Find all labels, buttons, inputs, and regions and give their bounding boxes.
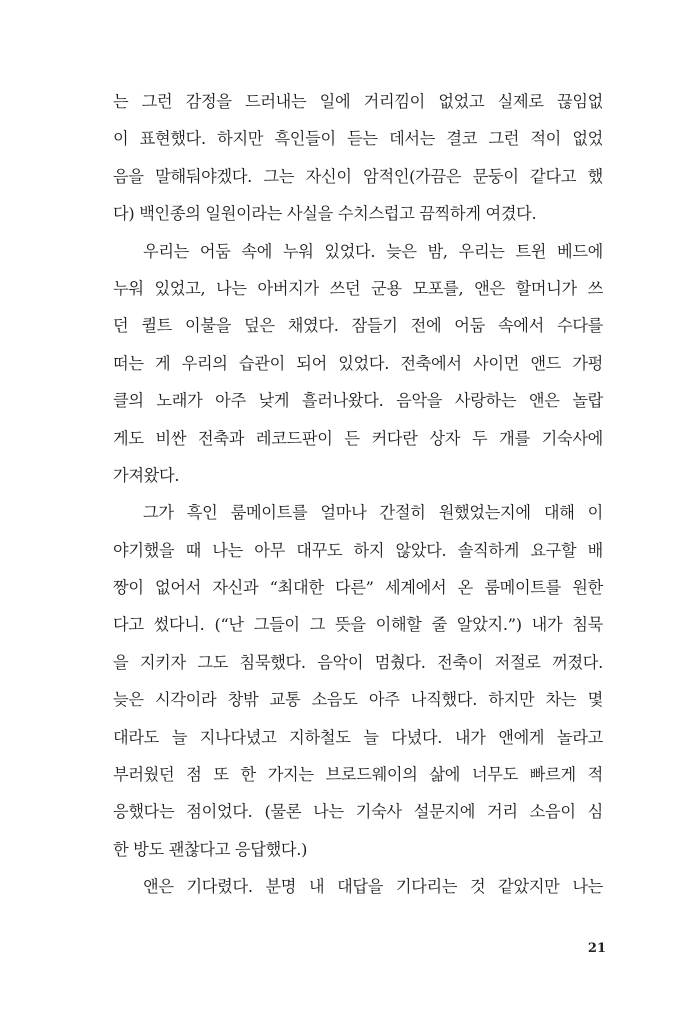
text-line: 을 지키자 그도 침묵했다. 음악이 멈췄다. 전축이 저절로 꺼졌다. — [113, 652, 603, 672]
text-line: 대라도 늘 지나다녔고 지하철도 늘 다녔다. 내가 앤에게 놀라고 — [113, 727, 603, 747]
text-line: 는 그런 감정을 드러내는 일에 거리낌이 없었고 실제로 끊임없 — [113, 92, 603, 111]
text-line: 앤은 기다렸다. 분명 내 대답을 기다리는 것 같았지만 나는 — [143, 877, 603, 897]
text-line: 우리는 어둠 속에 누워 있었다. 늦은 밤, 우리는 트윈 베드에 — [143, 241, 603, 261]
body-text — [113, 83, 603, 906]
text-line: 늦은 시각이라 창밖 교통 소음도 아주 나직했다. 하지만 차는 몇 — [113, 690, 603, 710]
text-line: 던 퀼트 이불을 덮은 채였다. 잠들기 전에 어둠 속에서 수다를 — [113, 316, 603, 336]
text-line: 누워 있었고, 나는 아버지가 쓰던 군용 모포를, 앤은 할머니가 쓰 — [113, 278, 603, 298]
text-line: 게도 비싼 전축과 레코드판이 든 커다란 상자 두 개를 기숙사에 — [113, 428, 603, 448]
text-line: 짱이 없어서 자신과 “최대한 다른” 세계에서 온 룸메이트를 원한 — [113, 578, 603, 598]
text-line: 야기했을 때 나는 아무 대꾸도 하지 않았다. 솔직하게 요구할 배 — [113, 540, 603, 560]
page-number: 21 — [587, 941, 606, 956]
text-line: 그가 흑인 룸메이트를 얼마나 간절히 원했었는지에 대해 이 — [143, 503, 603, 523]
text-line: 다) 백인종의 일원이라는 사실을 수치스럽고 끔찍하게 여겼다. — [113, 204, 537, 224]
text-line: 응했다는 점이었다. (물론 나는 기숙사 설문지에 거리 소음이 심 — [113, 802, 603, 822]
text-line: 떠는 게 우리의 습관이 되어 있었다. 전축에서 사이먼 앤드 가펑 — [113, 353, 603, 373]
text-line: 한 방도 괜찮다고 응답했다.) — [113, 839, 308, 859]
text-line: 클의 노래가 아주 낮게 흘러나왔다. 음악을 사랑하는 앤은 놀랍 — [113, 391, 603, 411]
text-line: 음을 말해둬야겠다. 그는 자신이 암적인(가끔은 문둥이 같다고 했 — [113, 166, 603, 186]
text-line: 다고 썼다니. (“난 그들이 그 뜻을 이해할 줄 알았지.”) 내가 침묵 — [113, 615, 603, 635]
text-line: 부러웠던 점 또 한 가지는 브로드웨이의 삶에 너무도 빠르게 적 — [113, 765, 603, 785]
text-line: 가져왔다. — [113, 465, 180, 485]
text-line: 이 표현했다. 하지만 흑인들이 듣는 데서는 결코 그런 적이 없었 — [113, 129, 603, 149]
